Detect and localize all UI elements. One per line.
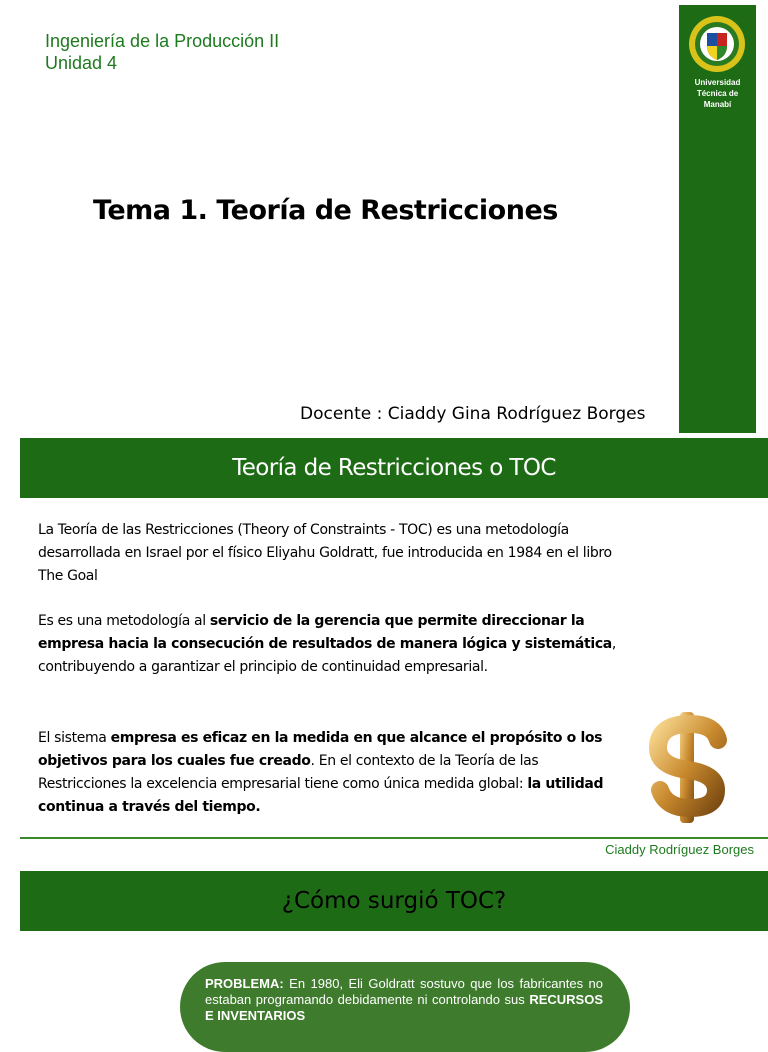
university-name-line3: Manabí — [703, 100, 732, 109]
methodology-bold: servicio de la gerencia que permite direccionar la empresa hacia la consecución de resultados de manera lógica y sistemática — [38, 613, 612, 652]
problem-text — [205, 976, 603, 1024]
methodology-text-end: , contribuyendo a garantizar el principio de continuidad empresarial. — [38, 636, 616, 675]
methodology-paragraph — [38, 610, 618, 679]
university-logo-icon — [688, 15, 746, 73]
author-footer: Ciaddy Rodríguez Borges — [605, 842, 754, 857]
toc-banner: Teoría de Restricciones o TOC — [20, 438, 768, 498]
methodology-text: Es es una metodología al — [38, 613, 210, 629]
divider-line — [20, 837, 768, 839]
course-heading — [45, 30, 279, 74]
university-name — [679, 77, 756, 110]
dollar-sign-icon — [640, 710, 740, 825]
teacher-name: Docente : Ciaddy Gina Rodríguez Borges — [300, 404, 646, 424]
problem-body: En 1980, Eli Goldratt sostuvo que los fabricantes no estaban programando debidamente ni controlando sus — [205, 976, 603, 1007]
system-bold: empresa es eficaz en la medida en que alcance el propósito o los objetivos para los cuales fue creado — [38, 730, 603, 769]
university-name-line2: Técnica de — [696, 89, 739, 98]
system-bold-end: la utilidad continua a través del tiempo. — [38, 776, 604, 815]
university-name-line1: Universidad — [694, 78, 741, 87]
course-name: Ingeniería de la Producción II — [45, 31, 280, 51]
unit-label: Unidad 4 — [45, 53, 118, 73]
problem-bold: RECURSOS E INVENTARIOS — [205, 992, 603, 1023]
slide-title: Tema 1. Teoría de Restricciones — [93, 195, 558, 226]
system-paragraph — [38, 727, 618, 819]
system-text-mid: . En el contexto de la Teoría de las Restricciones la excelencia empresarial tiene como única medida global: — [38, 753, 539, 792]
system-text: El sistema — [38, 730, 111, 746]
intro-paragraph: La Teoría de las Restricciones (Theory of Constraints - TOC) es una metodología desarrollada en Israel por el físico Eliyahu Goldratt, fue introducida en 1984 en el libro The Goal — [38, 522, 612, 584]
university-sidebar — [679, 5, 756, 433]
origin-banner: ¿Cómo surgió TOC? — [20, 871, 768, 931]
problem-label: PROBLEMA: — [205, 976, 284, 991]
